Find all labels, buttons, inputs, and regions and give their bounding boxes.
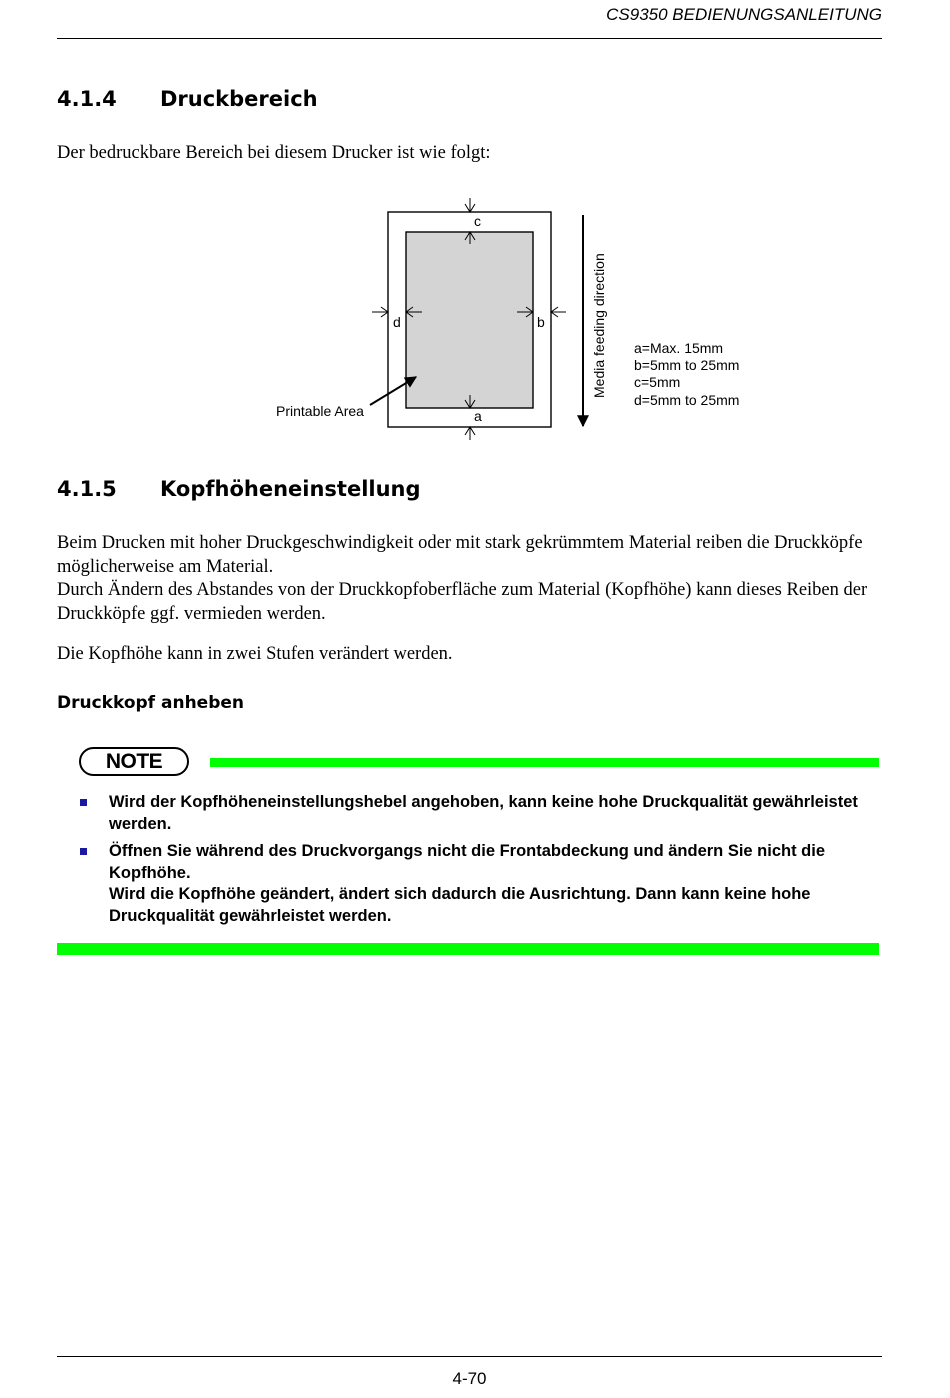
section-number: 4.1.5: [57, 477, 117, 501]
spec-c: c=5mm: [634, 374, 681, 390]
note-divider-bottom: [57, 943, 879, 955]
spec-d: d=5mm to 25mm: [634, 392, 740, 408]
section-title: Kopfhöheneinstellung: [160, 477, 421, 501]
printable-area-diagram: [0, 195, 950, 445]
section-heading-kopfhoehe: [57, 476, 421, 502]
printable-area-rect: [406, 232, 533, 408]
intro-paragraph: Der bedruckbare Bereich bei diesem Drucker ist wie folgt:: [57, 143, 491, 163]
page-footer: [57, 1356, 882, 1388]
square-bullet-icon: [80, 799, 87, 806]
label-c: c: [474, 213, 481, 229]
note-badge: NOTE: [79, 747, 189, 776]
note-divider-top: [210, 758, 879, 767]
manual-title: CS9350 BEDIENUNGSANLEITUNG: [606, 5, 882, 24]
label-b: b: [537, 314, 545, 330]
paragraph-line: Durch Ändern des Abstandes von der Druckkopfoberfläche zum Material (Kopfhöhe) kann dieses Reiben der Druckköpfe ggf. vermieden werden.: [57, 580, 868, 624]
spec-b: b=5mm to 25mm: [634, 357, 740, 373]
section-heading-druckbereich: [57, 86, 318, 112]
page-number: 4-70: [452, 1369, 487, 1388]
label-d: d: [393, 314, 401, 330]
section-number: 4.1.4: [57, 87, 117, 111]
note-item: [79, 841, 889, 927]
kopfhoehe-steps-paragraph: Die Kopfhöhe kann in zwei Stufen verändert werden.: [57, 644, 453, 664]
section-title: Druckbereich: [160, 87, 318, 111]
note-text: Öffnen Sie während des Druckvorgangs nicht die Frontabdeckung und ändern Sie nicht die Kopfhöhe.: [109, 842, 826, 882]
spec-a: a=Max. 15mm: [634, 340, 724, 356]
note-item: [79, 792, 889, 835]
square-bullet-icon: [80, 848, 87, 855]
note-text: Wird die Kopfhöhe geändert, ändert sich dadurch die Ausrichtung. Dann kann keine hohe Druckqualität gewährleistet werden.: [109, 885, 811, 925]
paragraph-line: Beim Drucken mit hoher Druckgeschwindigkeit oder mit stark gekrümmtem Material reiben die Druckköpfe möglicherweise am Material.: [57, 533, 863, 577]
note-list: [79, 792, 889, 933]
note-text: Wird der Kopfhöheneinstellungshebel angehoben, kann keine hohe Druckqualität gewährleistet werden.: [109, 793, 858, 833]
feed-direction-label: Media feeding direction: [591, 253, 607, 398]
label-a: a: [474, 408, 482, 424]
printable-area-label: Printable Area: [276, 403, 364, 419]
kopfhoehe-paragraph: [57, 532, 887, 626]
subheading-druckkopf-anheben: Druckkopf anheben: [57, 693, 244, 713]
page-header: [57, 4, 882, 39]
